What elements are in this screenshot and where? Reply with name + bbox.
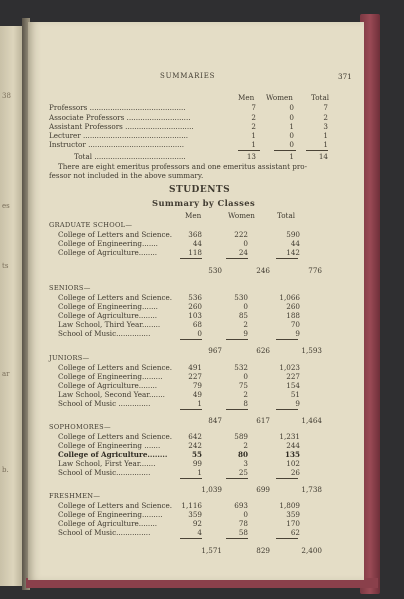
subtotal-rule-total (276, 538, 298, 539)
subtotal-total: 2,400 (301, 545, 322, 555)
class-group-heading: JUNIORS— (49, 354, 90, 362)
class-row-men: 99 (192, 458, 202, 468)
class-group-heading: SOPHOMORES— (49, 423, 111, 431)
subtotal-total: 1,464 (301, 416, 322, 426)
faculty-total-women: 1 (289, 152, 294, 161)
class-row-men: 642 (188, 431, 202, 441)
class-row-label: College of Engineering......... (58, 509, 163, 519)
subtotal-rule-women (226, 258, 248, 259)
faculty-col-total: Total (311, 93, 330, 102)
faculty-rule-women (274, 150, 296, 151)
faculty-col-women: Women (266, 93, 293, 102)
class-row-women: 3 (243, 458, 248, 468)
class-row-label: Law School, Second Year....... (58, 389, 165, 399)
class-row-label: College of Letters and Science. (58, 229, 173, 239)
students-title: STUDENTS (169, 185, 231, 195)
class-row-label: College of Letters and Science. (58, 500, 173, 510)
faculty-row-label: Instructor .......................................... (49, 140, 185, 149)
faculty-note-line: There are eight emeritus professors and one emeritus assistant pro- (58, 162, 308, 171)
faculty-col-men: Men (238, 93, 255, 102)
class-row-label: College of Engineering......... (58, 371, 163, 381)
class-row-men: 536 (188, 292, 202, 302)
subtotal-women: 829 (256, 545, 270, 555)
faculty-row-men: 1 (251, 131, 256, 140)
class-row-total: 102 (286, 458, 300, 468)
class-row-label: Law School, Third Year........ (58, 319, 161, 329)
students-col-total: Total (277, 211, 296, 220)
class-group-heading: GRADUATE SCHOOL— (49, 221, 133, 229)
subtotal-rule-women (226, 409, 248, 410)
class-row-men: 55 (191, 449, 202, 459)
class-row-men: 491 (188, 362, 202, 372)
class-row-women: 75 (238, 380, 248, 390)
subtotal-rule-men (180, 409, 202, 410)
class-row-total: 44 (290, 238, 300, 248)
faculty-row-women: 0 (289, 131, 294, 140)
class-row-label: College of Engineering....... (58, 301, 158, 311)
class-row-label: College of Engineering ....... (58, 440, 161, 450)
subtotal-rule-women (226, 478, 248, 479)
class-row-label: College of Agriculture........ (58, 380, 158, 390)
faculty-row-label: Professors .......................................... (49, 103, 186, 112)
class-row-total: 135 (284, 449, 300, 459)
class-row-men: 260 (188, 301, 202, 311)
class-row-men: 118 (188, 247, 202, 257)
faculty-row-total: 1 (323, 140, 328, 149)
class-row-women: 25 (238, 467, 248, 477)
class-row-total: 9 (295, 328, 300, 338)
class-row-label: College of Agriculture........ (58, 247, 158, 257)
class-row-men: 44 (192, 238, 202, 248)
class-row-total: 590 (286, 229, 300, 239)
class-row-men: 0 (197, 328, 202, 338)
class-row-men: 359 (188, 509, 202, 519)
faculty-row-men: 1 (251, 140, 256, 149)
faculty-total-total: 14 (318, 152, 328, 161)
subtotal-rule-total (276, 258, 298, 259)
subtotal-women: 617 (256, 416, 270, 426)
subtotal-women: 626 (256, 346, 270, 356)
class-row-total: 51 (290, 389, 300, 399)
class-row-men: 1 (197, 398, 202, 408)
class-row-total: 359 (286, 509, 300, 519)
class-row-women: 589 (234, 431, 248, 441)
subtotal-total: 776 (308, 265, 322, 275)
faculty-total-label: Total ........................................ (74, 152, 186, 161)
class-row-total: 244 (286, 440, 300, 450)
subtotal-women: 699 (256, 485, 270, 495)
subtotal-total: 1,593 (301, 346, 322, 356)
subtotal-rule-total (276, 339, 298, 340)
subtotal-rule-men (180, 339, 202, 340)
subtotal-rule-men (180, 478, 202, 479)
class-row-women: 24 (238, 247, 248, 257)
class-row-total: 1,809 (279, 500, 300, 510)
faculty-row-men: 2 (251, 113, 256, 122)
class-row-total: 26 (290, 467, 300, 477)
class-group-heading: SENIORS— (49, 284, 91, 292)
class-row-men: 4 (197, 527, 202, 537)
class-row-total: 62 (290, 527, 300, 537)
faculty-rule-total (306, 150, 328, 151)
class-row-label: College of Agriculture........ (58, 310, 158, 320)
class-group-heading: FRESHMEN— (49, 492, 101, 500)
class-row-women: 80 (237, 449, 248, 459)
faculty-row-label: Assistant Professors .............................. (49, 122, 194, 131)
students-col-women: Women (228, 211, 255, 220)
running-title: SUMMARIES (160, 72, 216, 80)
faculty-rule-men (238, 150, 260, 151)
class-row-women: 2 (243, 389, 248, 399)
class-row-women: 530 (234, 292, 248, 302)
subtotal-total: 1,738 (301, 485, 322, 495)
class-row-label: School of Music .............. (58, 398, 151, 408)
class-row-women: 2 (243, 319, 248, 329)
class-row-label: College of Letters and Science. (58, 292, 173, 302)
subtotal-men: 1,571 (201, 545, 222, 555)
class-row-label: College of Engineering....... (58, 238, 158, 248)
class-row-men: 92 (192, 518, 202, 528)
class-row-men: 242 (188, 440, 202, 450)
class-row-men: 368 (188, 229, 202, 239)
faculty-row-label: Associate Professors ............................ (49, 113, 191, 122)
page-number: 371 (338, 72, 352, 81)
students-col-men: Men (185, 211, 202, 220)
subtotal-rule-men (180, 538, 202, 539)
subtotal-men: 847 (208, 416, 222, 426)
class-row-label: College of Letters and Science. (58, 431, 173, 441)
class-row-women: 78 (238, 518, 248, 528)
students-subtitle: Summary by Classes (152, 198, 256, 208)
subtotal-men: 967 (208, 346, 222, 356)
faculty-row-women: 0 (289, 103, 294, 112)
subtotal-rule-women (226, 538, 248, 539)
faculty-note-line: fessor not included in the above summary. (49, 171, 204, 180)
class-row-label: School of Music............... (58, 328, 151, 338)
facing-page-mark: b. (2, 466, 9, 474)
class-row-label: College of Agriculture........ (58, 449, 168, 459)
class-row-men: 227 (188, 371, 202, 381)
class-row-women: 532 (234, 362, 248, 372)
class-row-total: 1,066 (279, 292, 300, 302)
class-row-label: Law School, First Year....... (58, 458, 156, 468)
subtotal-women: 246 (256, 265, 270, 275)
faculty-row-total: 2 (323, 113, 328, 122)
faculty-row-women: 0 (289, 113, 294, 122)
class-row-total: 1,023 (279, 362, 300, 372)
document-page (28, 22, 364, 580)
class-row-women: 0 (243, 371, 248, 381)
faculty-row-women: 1 (289, 122, 294, 131)
class-row-women: 0 (243, 238, 248, 248)
class-row-women: 0 (243, 301, 248, 311)
faculty-row-men: 7 (251, 103, 256, 112)
subtotal-men: 530 (208, 265, 222, 275)
faculty-row-total: 7 (323, 103, 328, 112)
facing-page-mark: 38 (2, 92, 11, 100)
class-row-women: 0 (243, 509, 248, 519)
class-row-women: 693 (234, 500, 248, 510)
class-row-women: 58 (238, 527, 248, 537)
class-row-women: 85 (238, 310, 248, 320)
class-row-men: 1,116 (181, 500, 202, 510)
facing-page-mark: es (2, 202, 10, 210)
class-row-total: 188 (286, 310, 300, 320)
subtotal-rule-women (226, 339, 248, 340)
class-row-total: 170 (286, 518, 300, 528)
class-row-total: 227 (286, 371, 300, 381)
class-row-men: 79 (192, 380, 202, 390)
facing-page-mark: ts (2, 262, 9, 270)
faculty-row-label: Lecturer .............................................. (49, 131, 189, 140)
class-row-men: 1 (197, 467, 202, 477)
faculty-total-men: 13 (246, 152, 256, 161)
class-row-men: 103 (188, 310, 202, 320)
class-row-label: School of Music............... (58, 527, 151, 537)
class-row-men: 49 (192, 389, 202, 399)
subtotal-rule-men (180, 258, 202, 259)
class-row-women: 9 (243, 328, 248, 338)
class-row-total: 1,231 (279, 431, 300, 441)
faculty-row-total: 1 (323, 131, 328, 140)
class-row-total: 154 (286, 380, 300, 390)
class-row-label: College of Agriculture........ (58, 518, 158, 528)
class-row-women: 222 (234, 229, 248, 239)
class-row-total: 9 (295, 398, 300, 408)
faculty-row-total: 3 (323, 122, 328, 131)
class-row-label: College of Letters and Science. (58, 362, 173, 372)
class-row-men: 68 (192, 319, 202, 329)
class-row-total: 70 (290, 319, 300, 329)
facing-page-mark: ar (2, 370, 10, 378)
subtotal-men: 1,039 (201, 485, 222, 495)
facing-page-edge (0, 26, 22, 586)
faculty-row-men: 2 (251, 122, 256, 131)
class-row-label: School of Music............... (58, 467, 151, 477)
subtotal-rule-total (276, 478, 298, 479)
subtotal-rule-total (276, 409, 298, 410)
class-row-women: 8 (243, 398, 248, 408)
faculty-row-women: 0 (289, 140, 294, 149)
class-row-total: 260 (286, 301, 300, 311)
class-row-women: 2 (243, 440, 248, 450)
class-row-total: 142 (286, 247, 300, 257)
